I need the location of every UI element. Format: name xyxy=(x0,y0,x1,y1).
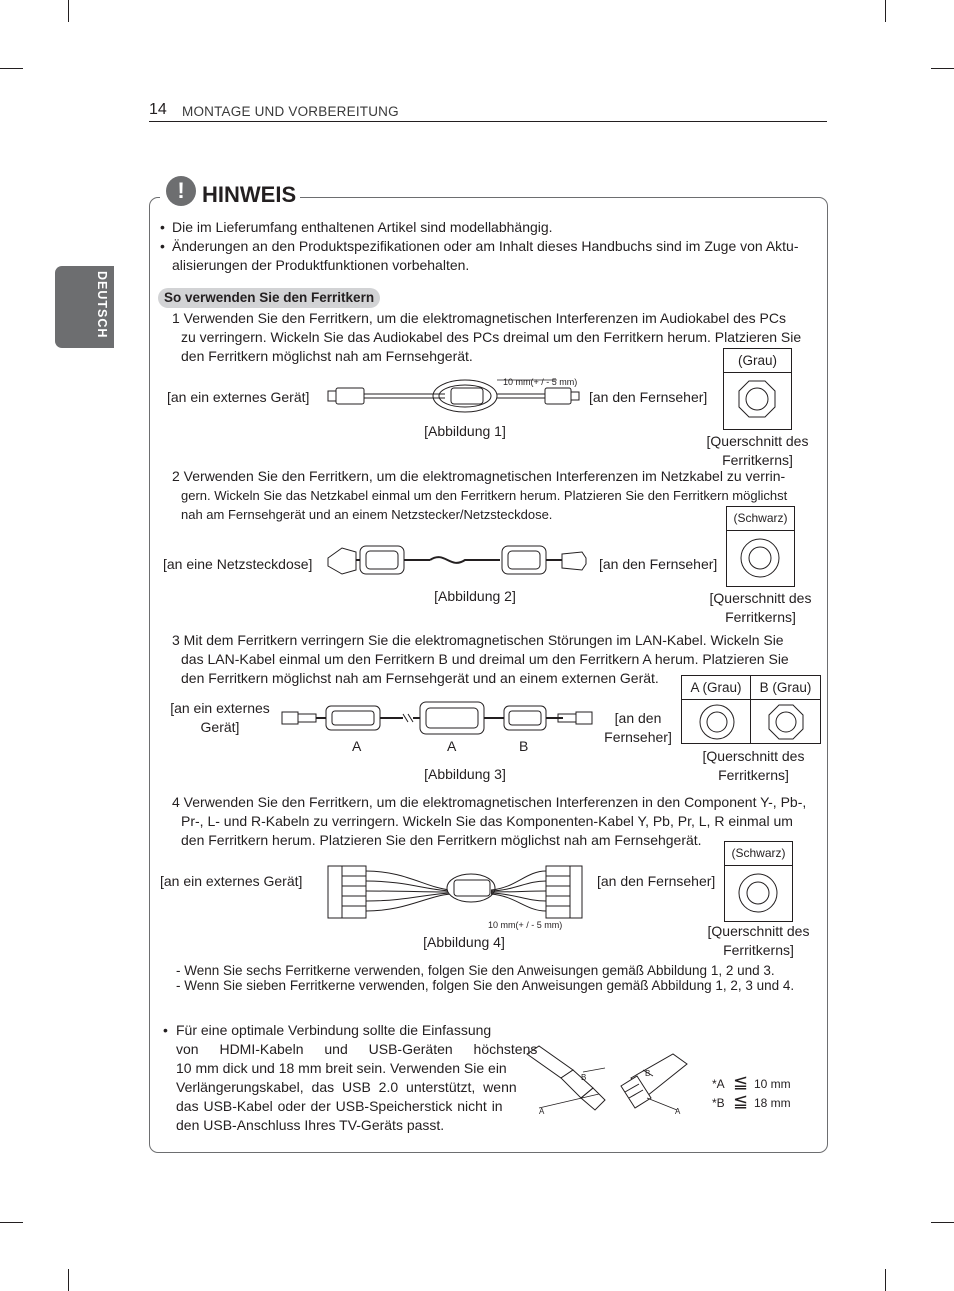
bullet-dot: • xyxy=(163,1022,168,1038)
step2-xsec-caption: [Querschnitt des xyxy=(709,590,812,606)
diagram-label-b: B xyxy=(581,1073,587,1082)
section-title: MONTAGE UND VORBEREITUNG xyxy=(182,104,399,119)
core-label-a: A xyxy=(447,738,457,754)
cross-section-color-a: A (Grau) xyxy=(682,676,750,700)
diagram-label-a: A xyxy=(539,1107,545,1116)
step3-line: 3 Mit dem Ferritkern verringern Sie die elektromagnetischen Störungen im LAN-Kabel. Wickeln Sie xyxy=(172,632,784,648)
step4-dimension: 10 mm(+ / - 5 mm) xyxy=(488,920,563,930)
dash-note: - Wenn Sie sieben Ferritkerne verwenden, folgen Sie den Anweisungen gemäß Abbildung 1, 2, 3 und 4. xyxy=(176,978,795,993)
step4-xsec-caption: Ferritkerns] xyxy=(723,942,794,958)
step2-line: gern. Wickeln Sie das Netzkabel einmal um den Ferritkern herum. Platzieren Sie den Ferritkern möglichst xyxy=(181,488,788,503)
step1-xsec-caption: Ferritkerns] xyxy=(722,452,793,468)
step2-line: 2 Verwenden Sie den Ferritkern, um die elektromagnetischen Interferenzen im Netzkabel zu verrin- xyxy=(172,468,786,484)
step2-xsec-caption: Ferritkerns] xyxy=(725,609,796,625)
hdmi-text-line: das USB-Kabel oder der USB-Speicherstick nicht in xyxy=(176,1098,503,1114)
cross-section-color: (Schwarz) xyxy=(725,842,792,866)
diagram-label-a: A xyxy=(675,1107,681,1116)
component-cable-figure xyxy=(326,862,584,922)
hdmi-text-line xyxy=(176,1040,538,1059)
crop-mark xyxy=(931,1222,954,1223)
leq-icon: ≦ xyxy=(733,1072,749,1092)
step3-cross-section xyxy=(681,675,821,744)
step2-left-label: [an eine Netzsteckdose] xyxy=(163,556,313,572)
ferrite-octagon-icon xyxy=(768,704,804,740)
step3-line: den Ferritkern möglichst nah am Fernsehgerät und an einem externen Gerät. xyxy=(181,670,659,686)
audio-cable-figure xyxy=(325,372,585,417)
figure1-caption: [Abbildung 1] xyxy=(424,423,506,439)
crop-mark xyxy=(68,0,69,22)
hdmi-text-justified: von HDMI-Kabeln und USB-Geräten höchstens xyxy=(176,1041,538,1057)
hdmi-text-line: den USB-Anschluss Ihres TV-Geräts passt. xyxy=(176,1117,445,1133)
step3-right-label: Fernseher] xyxy=(604,729,672,745)
dim-b-label: *B xyxy=(712,1096,725,1110)
dim-b-value: 18 mm xyxy=(754,1096,791,1110)
figure2-caption: [Abbildung 2] xyxy=(434,588,516,604)
crop-mark xyxy=(931,68,954,69)
ferrite-round-icon xyxy=(739,537,781,579)
crop-mark xyxy=(885,1269,886,1291)
language-tab-label: DEUTSCH xyxy=(95,271,109,339)
step1-right-label: [an den Fernseher] xyxy=(589,389,708,405)
core-label-a: A xyxy=(352,738,362,754)
note-title: HINWEIS xyxy=(202,182,297,207)
step4-line: den Ferritkern herum. Platzieren Sie den Ferritkern möglichst nah am Fernsehgerät. xyxy=(181,832,702,848)
step3-line: das LAN-Kabel einmal um den Ferritkern B und dreimal um den Ferritkern A herum. Platzieren Sie xyxy=(181,651,789,667)
leq-icon: ≦ xyxy=(733,1091,749,1111)
step2-cross-section xyxy=(726,506,795,587)
step2-right-label: [an den Fernseher] xyxy=(599,556,718,572)
step1-dimension: 10 mm(+ / - 5 mm) xyxy=(503,377,578,387)
lan-cable-figure xyxy=(278,698,598,738)
step3-xsec-caption: [Querschnitt des xyxy=(702,748,805,764)
bullet-dot: • xyxy=(160,219,165,235)
step4-xsec-caption: [Querschnitt des xyxy=(707,923,810,939)
step3-xsec-caption: Ferritkerns] xyxy=(718,767,789,783)
step1-xsec-caption: [Querschnitt des xyxy=(706,433,809,449)
cross-section-color: (Schwarz) xyxy=(727,507,794,531)
header-rule xyxy=(149,121,827,122)
step3-left-label: Gerät] xyxy=(200,719,240,735)
bullet-text: Änderungen an den Produktspezifikationen oder am Inhalt dieses Handbuchs sind im Zuge von Aktu- xyxy=(172,238,799,254)
step3-right-label: [an den xyxy=(614,710,662,726)
step1-left-label: [an ein externes Gerät] xyxy=(167,389,310,405)
hdmi-text-line: 10 mm dick und 18 mm breit sein. Verwenden Sie ein xyxy=(176,1060,507,1076)
crop-mark xyxy=(885,0,886,22)
step4-line: 4 Verwenden Sie den Ferritkern, um die elektromagnetischen Interferenzen in den Component Y-, Pb-, xyxy=(172,794,807,810)
exclamation-icon: ! xyxy=(166,176,196,206)
core-label-b: B xyxy=(519,738,529,754)
hdmi-text-line: Für eine optimale Verbindung sollte die Einfassung xyxy=(176,1022,492,1038)
bullet-dot: • xyxy=(160,238,165,254)
figure3-caption: [Abbildung 3] xyxy=(424,766,506,782)
ferrite-round-icon xyxy=(699,704,735,740)
step3-left-label: [an ein externes xyxy=(170,700,270,716)
dim-a-label: *A xyxy=(712,1077,725,1091)
cross-section-color-b: B (Grau) xyxy=(751,676,820,700)
diagram-label-b: B xyxy=(645,1069,651,1078)
ferrite-octagon-icon xyxy=(737,379,777,419)
step2-line: nah am Fernsehgerät und an einem Netzstecker/Netzsteckdose. xyxy=(181,507,553,522)
crop-mark xyxy=(0,1222,23,1223)
step1-line: 1 Verwenden Sie den Ferritkern, um die elektromagnetischen Interferenzen im Audiokabel des PCs xyxy=(172,310,787,326)
cross-section-color: (Grau) xyxy=(724,349,791,373)
figure4-caption: [Abbildung 4] xyxy=(423,934,505,950)
step4-left-label: [an ein externes Gerät] xyxy=(160,873,303,889)
power-cable-figure xyxy=(320,538,600,583)
crop-mark xyxy=(0,68,23,69)
language-tab xyxy=(55,266,114,348)
bullet-text: alisierungen der Produktfunktionen vorbehalten. xyxy=(172,257,470,273)
step4-right-label: [an den Fernseher] xyxy=(597,873,716,889)
bullet-text: Die im Lieferumfang enthaltenen Artikel sind modellabhängig. xyxy=(172,219,553,235)
step4-cross-section xyxy=(724,841,793,922)
dim-a-value: 10 mm xyxy=(754,1077,791,1091)
hdmi-usb-figure xyxy=(525,1042,695,1124)
ferrite-heading: So verwenden Sie den Ferritkern xyxy=(158,288,380,308)
hdmi-text-line: Verlängerungskabel, das USB 2.0 unterstützt, wenn xyxy=(176,1079,517,1095)
crop-mark xyxy=(68,1269,69,1291)
step1-line: den Ferritkern möglichst nah am Fernsehgerät. xyxy=(181,348,473,364)
page-number: 14 xyxy=(149,101,167,118)
step4-line: Pr-, L- und R-Kabeln zu verringern. Wickeln Sie das Komponenten-Kabel Y, Pb, Pr, L, R einmal um xyxy=(181,813,793,829)
step1-cross-section xyxy=(723,348,792,430)
step1-line: zu verringern. Wickeln Sie das Audiokabel des PCs dreimal um den Ferritkern herum. Platzieren Sie xyxy=(181,329,802,345)
dash-note: - Wenn Sie sechs Ferritkerne verwenden, folgen Sie den Anweisungen gemäß Abbildung 1, 2 und 3. xyxy=(176,963,775,978)
ferrite-round-icon xyxy=(737,872,779,914)
